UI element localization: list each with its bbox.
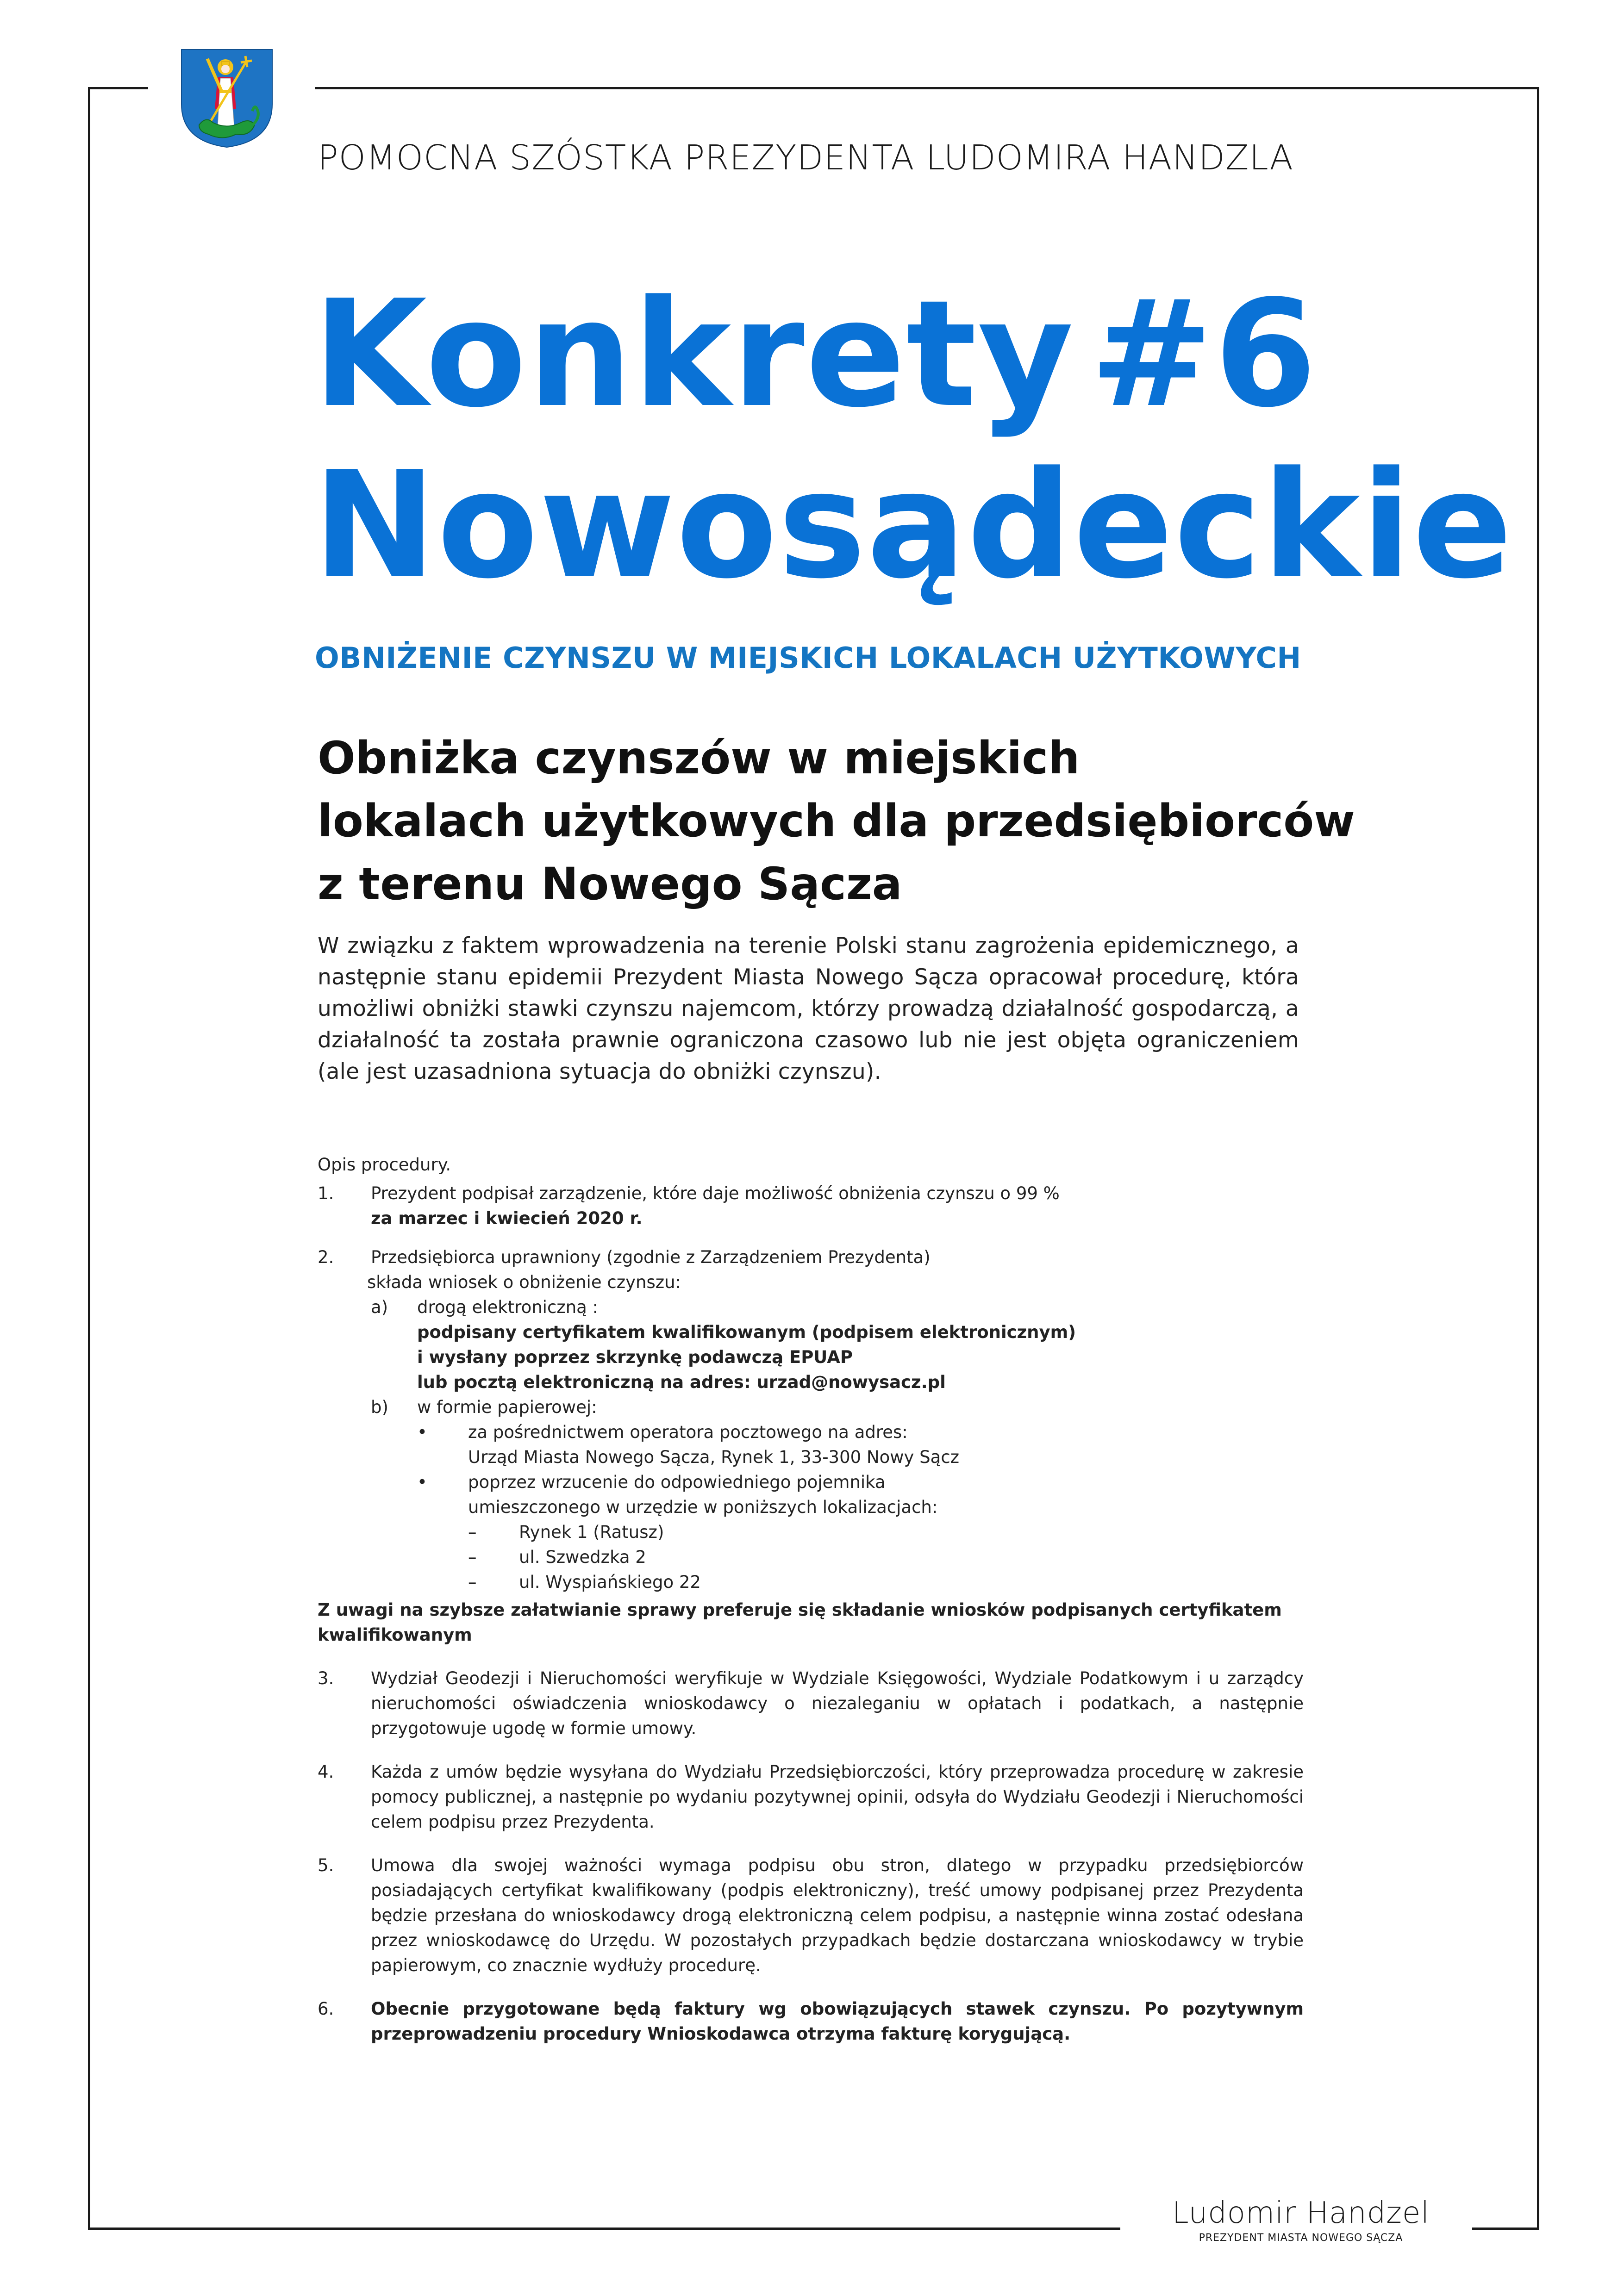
location-text: Rynek 1 (Ratusz) — [519, 1522, 664, 1542]
procedure-item-6 — [318, 1997, 1304, 2047]
submission-option-b — [371, 1395, 1304, 1595]
article-headline — [318, 727, 1359, 915]
location-item — [468, 1545, 1304, 1570]
option-text-bold: i wysłany poprzez skrzynkę podawczą EPUAP — [417, 1347, 853, 1367]
procedure-title: Opis procedury. — [318, 1155, 451, 1175]
signature-title: PREZYDENT MIASTA NOWEGO SĄCZA — [1199, 2232, 1403, 2244]
category-heading: OBNIŻENIE CZYNSZU W MIEJSKICH LOKALACH UŻYTKOWYCH — [315, 641, 1301, 675]
item-text: składa wniosek o obniżenie czynszu: — [367, 1272, 681, 1292]
hero-title-number: #6 — [1090, 268, 1318, 440]
item-text: Przedsiębiorca uprawniony (zgodnie z Zarządzeniem Prezydenta) — [371, 1247, 931, 1267]
coat-of-arms-icon — [181, 49, 273, 148]
item-number: 1. — [318, 1183, 334, 1203]
item-number: 4. — [318, 1762, 334, 1782]
procedure-item-5 — [318, 1853, 1304, 1978]
item-text: Prezydent podpisał zarządzenie, które daje możliwość obniżenia czynszu o 99 % — [371, 1183, 1060, 1203]
dash-icon: – — [468, 1572, 477, 1592]
hero-title-nowosadeckie: Nowosądeckie — [313, 440, 1513, 611]
preference-note: Z uwagi na szybsze załatwianie sprawy preferuje się składanie wniosków podpisanych certyfikatem kwalifikowanym — [318, 1600, 1282, 1645]
frame-border-bottom-left — [88, 2228, 1120, 2230]
item-number: 5. — [318, 1855, 334, 1875]
item-text: Umowa dla swojej ważności wymaga podpisu obu stron, dlatego w przypadku przedsiębiorców posiadających certyfikat kwalifikowany (podpis elektroniczny), treść umowy podpisanej przez Prezydenta będzie przesłana do wnioskodawcy drogą elektroniczną celem podpisu, a następnie winna zostać odesłana przez wnioskodawcę do Urzędu. W pozostałych przypadkach będzie dostarczana wnioskodawcy w trybie papierowym, co znacznie wydłuży procedurę. — [371, 1855, 1304, 1975]
hero-title — [313, 268, 1513, 611]
procedure-item-4 — [318, 1760, 1304, 1835]
option-label: a) — [371, 1297, 388, 1317]
dash-icon: – — [468, 1522, 477, 1542]
item-text-bold: za marzec i kwiecień 2020 r. — [371, 1208, 643, 1228]
option-text: w formie papierowej: — [417, 1397, 597, 1417]
frame-border-left — [88, 87, 90, 2230]
submission-option-a — [371, 1295, 1304, 1395]
campaign-supertitle: POMOCNA SZÓSTKA PREZYDENTA LUDOMIRA HANDZLA — [318, 138, 1293, 178]
option-text-bold: podpisany certyfikatem kwalifikowanym (podpisem elektronicznym) — [417, 1322, 1076, 1342]
item-text: Wydział Geodezji i Nieruchomości weryfikuje w Wydziale Księgowości, Wydziale Podatkowym i u zarządcy nieruchomości oświadczenia wnioskodawcy o niezaleganiu w opłatach i podatkach, a następnie przygotowuje ugodę w formie umowy. — [371, 1668, 1304, 1738]
bullet-item — [417, 1470, 1304, 1595]
dash-icon: – — [468, 1547, 477, 1567]
bullet-text: umieszczonego w urzędzie w poniższych lokalizacjach: — [468, 1497, 938, 1517]
bullet-item — [417, 1420, 1304, 1470]
bullet-icon: • — [417, 1422, 427, 1442]
postal-address: Urząd Miasta Nowego Sącza, Rynek 1, 33-300 Nowy Sącz — [468, 1447, 960, 1467]
location-text: ul. Szwedzka 2 — [519, 1547, 646, 1567]
signature-name: Ludomir Handzel — [1172, 2196, 1430, 2230]
headline-line: z terenu Nowego Sącza — [318, 858, 902, 910]
intro-paragraph: W związku z faktem wprowadzenia na terenie Polski stanu zagrożenia epidemicznego, a następnie stanu epidemii Prezydent Miasta Nowego Sącza opracował procedurę, która umożliwi obniżki stawki czynszu najemcom, którzy prowadzą działalność gospodarczą, a działalność ta została prawnie ograniczona czasowo lub nie jest objęta ograniczeniem (ale jest uzasadniona sytuacja do obniżki czynszu). — [318, 933, 1299, 1084]
frame-border-top-right — [315, 87, 1539, 89]
item-number: 6. — [318, 1999, 334, 2019]
frame-border-right — [1537, 87, 1539, 2230]
item-number: 2. — [318, 1247, 334, 1267]
location-text: ul. Wyspiańskiego 22 — [519, 1572, 701, 1592]
headline-line: lokalach użytkowych dla przedsiębiorców — [318, 795, 1355, 847]
item-text: Każda z umów będzie wysyłana do Wydziału Przedsiębiorczości, który przeprowadza procedurę w zakresie pomocy publicznej, a następnie po wydaniu pozytywnej opinii, odsyła do Wydziału Geodezji i Nieruchomości celem podpisu przez Prezydenta. — [371, 1762, 1304, 1832]
procedure-section — [318, 1152, 1304, 2047]
procedure-item-1 — [318, 1181, 1304, 1231]
signature-block — [1162, 2196, 1440, 2244]
location-item — [468, 1520, 1304, 1545]
frame-border-bottom-right — [1472, 2228, 1539, 2230]
headline-line: Obniżka czynszów w miejskich — [318, 732, 1080, 784]
item-number: 3. — [318, 1668, 334, 1688]
option-label: b) — [371, 1397, 388, 1417]
hero-title-konkrety: Konkrety — [313, 268, 1074, 440]
frame-border-top-left — [88, 87, 148, 89]
bullet-text: poprzez wrzucenie do odpowiedniego pojemnika — [468, 1472, 886, 1492]
location-item — [468, 1570, 1304, 1595]
option-text: drogą elektroniczną : — [417, 1297, 599, 1317]
option-email-text: lub pocztą elektroniczną na adres: urzad@nowysacz.pl — [417, 1372, 946, 1392]
procedure-item-2 — [318, 1245, 1304, 1595]
bullet-icon: • — [417, 1472, 427, 1492]
bullet-text: za pośrednictwem operatora pocztowego na adres: — [468, 1422, 908, 1442]
procedure-item-3 — [318, 1666, 1304, 1741]
item-text-bold: Obecnie przygotowane będą faktury wg obowiązujących stawek czynszu. Po pozytywnym przeprowadzeniu procedury Wnioskodawca otrzyma fakturę korygującą. — [371, 1999, 1304, 2044]
